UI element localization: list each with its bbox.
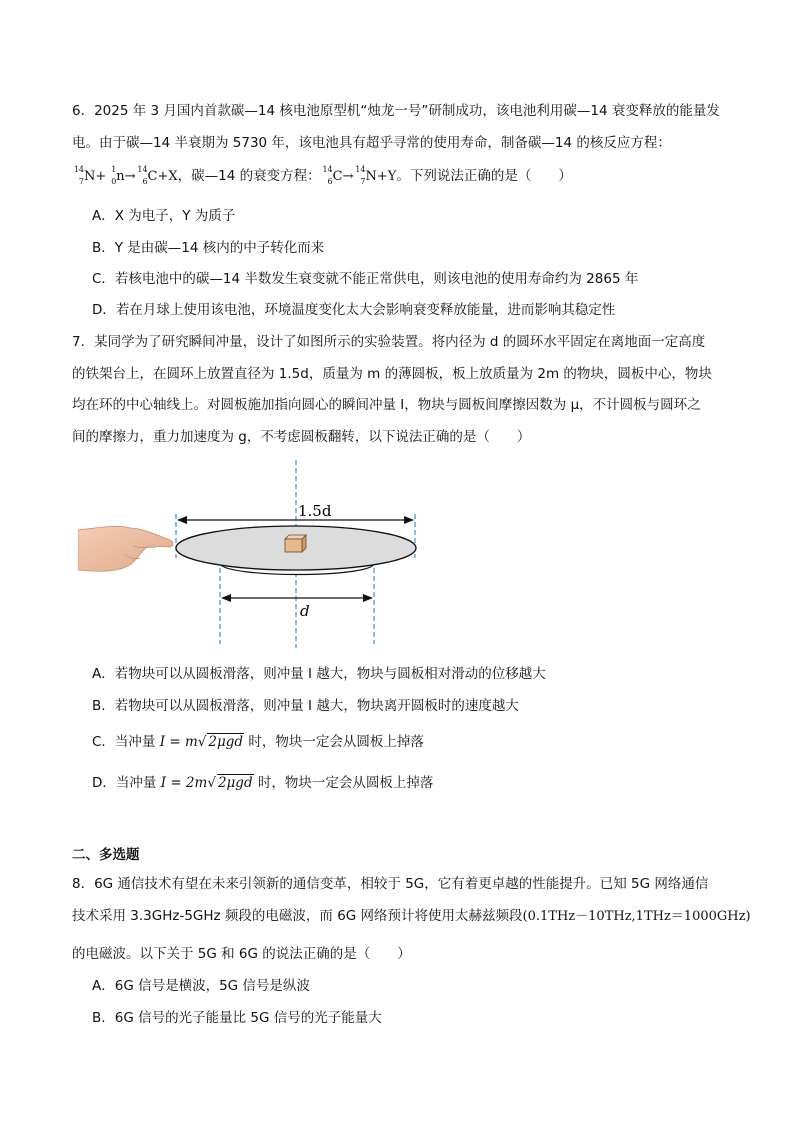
hand-image	[78, 526, 173, 571]
q8-line3: 的电磁波。以下关于 5G 和 6G 的说法正确的是（ ）	[72, 946, 411, 962]
q7-option-c-prefix: C．当冲量	[92, 734, 156, 750]
q6-eq-tail: ，碳—14 的衰变方程：	[177, 168, 321, 184]
q7-option-b[interactable]: B．若物块可以从圆板滑落，则冲量 I 越大，物块离开圆板时的速度越大	[92, 698, 519, 714]
q8-line2-text: 技术采用 3.3GHz-5GHz 频段的电磁波，而 6G 网络预计将使用太赫兹频段	[72, 908, 523, 924]
q6-option-d[interactable]: D．若在月球上使用该电池，环境温度变化太大会影响衰变释放能量，进而影响其稳定性	[92, 302, 616, 318]
q7-option-d-prefix: D．当冲量	[92, 775, 157, 791]
q6-line1: 6．2025 年 3 月国内首款碳—14 核电池原型机“烛龙一号”研制成功，该电池利用碳—14 衰变释放的能量发	[72, 103, 720, 119]
q8-line2	[72, 906, 751, 927]
q6-option-a[interactable]: A．X 为电子，Y 为质子	[92, 208, 236, 224]
q7-option-d-suffix: 时，物块一定会从圆板上掉落	[257, 775, 434, 791]
q8-frequency-range: (0.1THz－10THz,1THz＝1000GHz)	[522, 909, 751, 924]
q7-line4: 间的摩擦力，重力加速度为 g，不考虑圆板翻转，以下说法正确的是（ ）	[72, 429, 531, 445]
q8-option-a[interactable]: A．6G 信号是横波，5G 信号是纵波	[92, 978, 310, 994]
q7-option-a[interactable]: A．若物块可以从圆板滑落，则冲量 I 越大，物块与圆板相对滑动的位移越大	[92, 666, 546, 682]
q8-option-b[interactable]: B．6G 信号的光子能量比 5G 信号的光子能量大	[92, 1010, 382, 1026]
q7-figure	[78, 458, 428, 650]
q7-option-c-formula: I = m√ 2μgd	[159, 734, 244, 750]
q7-option-c-suffix: 时，物块一定会从圆板上掉落	[248, 734, 424, 750]
q7-option-d[interactable]	[92, 773, 433, 793]
q7-line3: 均在环的中心轴线上。对圆板施加指向圆心的瞬间冲量 I，物块与圆板间摩擦因数为 μ，不计圆板与圆环之	[72, 397, 701, 413]
section-title-multiple-choice: 二、多选题	[72, 847, 140, 863]
plate-width-label: 1.5d	[298, 502, 332, 520]
q7-option-c[interactable]	[92, 732, 424, 752]
q6-line2: 电。由于碳—14 半衰期为 5730 年，该电池具有超乎寻常的使用寿命，制备碳—14 的核反应方程：	[72, 135, 671, 151]
q6-option-c[interactable]: C．若核电池中的碳—14 半数发生衰变就不能正常供电，则该电池的使用寿命约为 2865 年	[92, 271, 639, 287]
ring-width-label: d	[300, 602, 310, 620]
q6-option-b[interactable]: B．Y 是由碳—14 核内的中子转化而来	[92, 240, 325, 256]
q8-line1: 8．6G 通信技术有望在未来引领新的通信变革，相较于 5G，它有着更卓越的性能提升。已知 5G 网络通信	[72, 876, 709, 892]
q7-line2: 的铁架台上，在圆环上放置直径为 1.5d，质量为 m 的薄圆板，板上放质量为 2m 的物块，圆板中心，物块	[72, 366, 712, 382]
q6-eq-tail2: 。下列说法正确的是（ ）	[396, 168, 572, 184]
block	[285, 535, 306, 552]
q7-line1: 7．某同学为了研究瞬间冲量，设计了如图所示的实验装置。将内径为 d 的圆环水平固定在离地面一定高度	[72, 334, 706, 350]
q6-equation-line: 14 7 N+ 1 0 n→ 14 6 C+X，碳—14 的衰变方程： 14 6 C→ 14 7 N+Y。下列说法正确的是（ ）	[73, 165, 572, 186]
q7-option-d-formula: I = 2m√ 2μgd	[160, 775, 253, 791]
